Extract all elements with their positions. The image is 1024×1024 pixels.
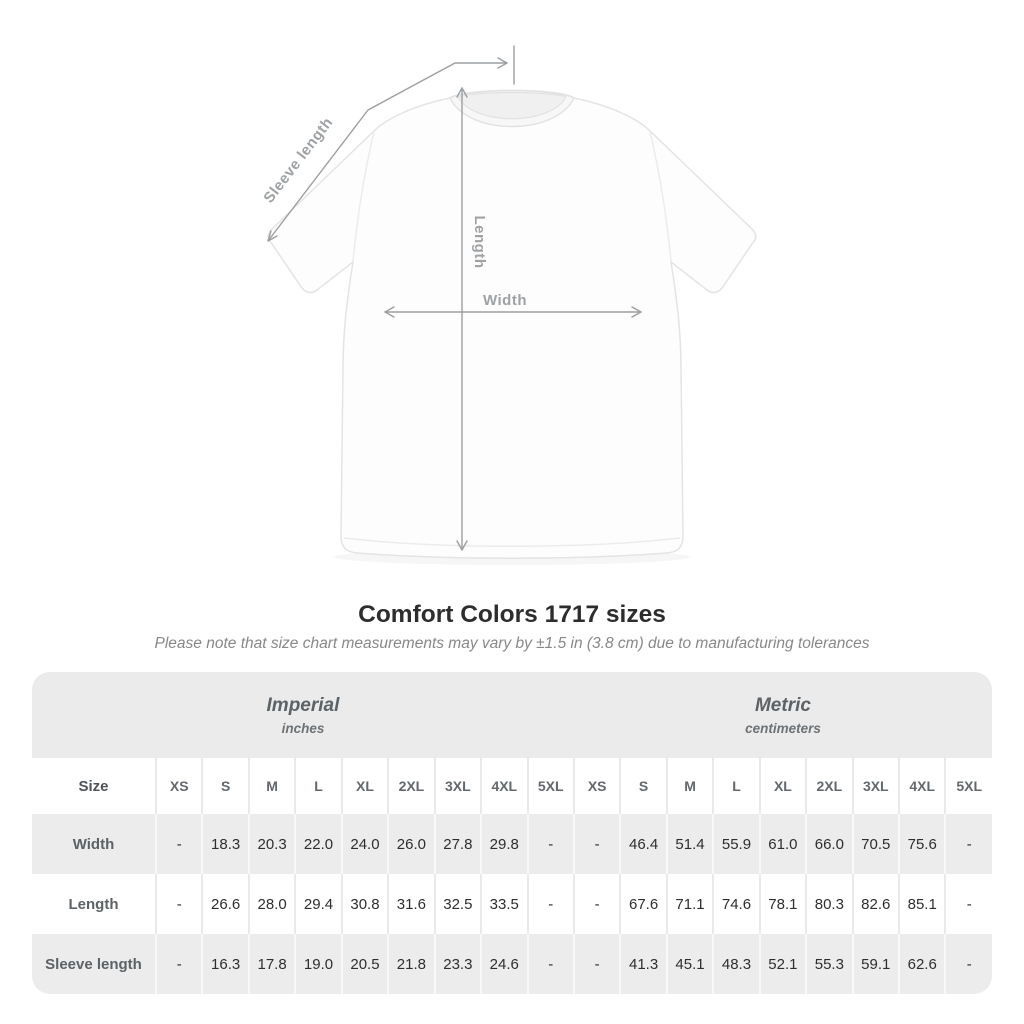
width-value-cell: 61.0 bbox=[760, 814, 806, 874]
size-column-header: 3XL bbox=[435, 758, 481, 814]
width-value-cell: 75.6 bbox=[899, 814, 945, 874]
length-label: Length bbox=[471, 215, 488, 269]
width-value-cell: 55.9 bbox=[713, 814, 759, 874]
size-column-header: XL bbox=[760, 758, 806, 814]
length-value-cell: - bbox=[945, 874, 992, 934]
sleeve-length-value-cell: 20.5 bbox=[342, 934, 388, 994]
width-value-cell: - bbox=[574, 814, 620, 874]
width-label: Width bbox=[482, 292, 528, 309]
sleeve-length-label: Sleeve length bbox=[260, 114, 337, 207]
length-value-cell: 29.4 bbox=[295, 874, 341, 934]
size-column-header: XS bbox=[574, 758, 620, 814]
sleeve-length-value-cell: 21.8 bbox=[388, 934, 434, 994]
length-value-cell: 32.5 bbox=[435, 874, 481, 934]
length-value-cell: - bbox=[528, 874, 574, 934]
length-value-cell: - bbox=[574, 874, 620, 934]
length-value-cell: 28.0 bbox=[249, 874, 295, 934]
length-value-cell: 80.3 bbox=[806, 874, 852, 934]
sleeve-length-value-cell: 52.1 bbox=[760, 934, 806, 994]
width-value-cell: 20.3 bbox=[249, 814, 295, 874]
size-header-row bbox=[32, 758, 992, 814]
metric-group-title: Metric bbox=[754, 694, 811, 716]
size-column-header: 4XL bbox=[481, 758, 527, 814]
width-value-cell: 27.8 bbox=[435, 814, 481, 874]
width-value-cell: 22.0 bbox=[295, 814, 341, 874]
sleeve-length-value-cell: 16.3 bbox=[202, 934, 248, 994]
length-value-cell: 30.8 bbox=[342, 874, 388, 934]
sleeve-length-value-cell: 17.8 bbox=[249, 934, 295, 994]
sleeve-length-value-cell: 48.3 bbox=[713, 934, 759, 994]
length-row bbox=[32, 874, 992, 934]
sleeve-length-value-cell: - bbox=[528, 934, 574, 994]
width-value-cell: - bbox=[945, 814, 992, 874]
width-row-label: Width bbox=[72, 835, 115, 853]
size-column-header: 2XL bbox=[806, 758, 852, 814]
size-column-header: S bbox=[202, 758, 248, 814]
size-column-header: 5XL bbox=[945, 758, 992, 814]
sleeve-length-row-label: Sleeve length bbox=[45, 955, 142, 973]
sleeve-length-value-cell: 55.3 bbox=[806, 934, 852, 994]
length-value-cell: 85.1 bbox=[899, 874, 945, 934]
sleeve-length-value-cell: 45.1 bbox=[667, 934, 713, 994]
size-column-header: 3XL bbox=[853, 758, 899, 814]
size-column-header: XL bbox=[342, 758, 388, 814]
sleeve-length-value-cell: 41.3 bbox=[620, 934, 666, 994]
length-value-cell: 31.6 bbox=[388, 874, 434, 934]
sleeve-length-value-cell: - bbox=[156, 934, 202, 994]
metric-group-unit: centimeters bbox=[745, 720, 821, 736]
width-value-cell: 66.0 bbox=[806, 814, 852, 874]
imperial-group-header bbox=[32, 672, 574, 758]
tolerance-note: Please note that size chart measurements may vary by ±1.5 in (3.8 cm) due to manufacturing tolerances bbox=[154, 635, 870, 652]
size-table bbox=[32, 672, 992, 994]
size-column-header: M bbox=[249, 758, 295, 814]
unit-group-header-row bbox=[32, 672, 992, 758]
length-value-cell: 67.6 bbox=[620, 874, 666, 934]
imperial-group-unit: inches bbox=[281, 720, 325, 736]
size-table-card bbox=[32, 672, 992, 994]
size-column-header: S bbox=[620, 758, 666, 814]
width-value-cell: - bbox=[528, 814, 574, 874]
size-column-header: 2XL bbox=[388, 758, 434, 814]
sleeve-length-value-cell: - bbox=[574, 934, 620, 994]
size-column-header: L bbox=[713, 758, 759, 814]
width-value-cell: 24.0 bbox=[342, 814, 388, 874]
width-value-cell: 18.3 bbox=[202, 814, 248, 874]
sleeve-length-value-cell: 59.1 bbox=[853, 934, 899, 994]
length-value-cell: - bbox=[156, 874, 202, 934]
width-value-cell: 51.4 bbox=[667, 814, 713, 874]
width-value-cell: 26.0 bbox=[388, 814, 434, 874]
size-column-header: 4XL bbox=[899, 758, 945, 814]
size-column-header: M bbox=[667, 758, 713, 814]
size-column-header: L bbox=[295, 758, 341, 814]
width-value-cell: 46.4 bbox=[620, 814, 666, 874]
length-value-cell: 26.6 bbox=[202, 874, 248, 934]
width-value-cell: - bbox=[156, 814, 202, 874]
sleeve-length-value-cell: 19.0 bbox=[295, 934, 341, 994]
width-value-cell: 29.8 bbox=[481, 814, 527, 874]
length-value-cell: 74.6 bbox=[713, 874, 759, 934]
sleeve-length-row bbox=[32, 934, 992, 994]
size-column-header: 5XL bbox=[528, 758, 574, 814]
length-value-cell: 33.5 bbox=[481, 874, 527, 934]
imperial-group-title: Imperial bbox=[266, 694, 340, 716]
tshirt-body-shape bbox=[268, 91, 756, 559]
width-value-cell: 70.5 bbox=[853, 814, 899, 874]
length-row-label: Length bbox=[68, 895, 119, 913]
length-value-cell: 71.1 bbox=[667, 874, 713, 934]
sleeve-length-value-cell: 23.3 bbox=[435, 934, 481, 994]
page-title: Comfort Colors 1717 sizes bbox=[358, 601, 666, 628]
metric-group-header bbox=[574, 672, 992, 758]
size-header-label: Size bbox=[78, 777, 109, 795]
sleeve-length-value-cell: 24.6 bbox=[481, 934, 527, 994]
length-value-cell: 78.1 bbox=[760, 874, 806, 934]
size-column-header: XS bbox=[156, 758, 202, 814]
sleeve-length-value-cell: - bbox=[945, 934, 992, 994]
sleeve-length-value-cell: 62.6 bbox=[899, 934, 945, 994]
length-value-cell: 82.6 bbox=[853, 874, 899, 934]
width-row bbox=[32, 814, 992, 874]
